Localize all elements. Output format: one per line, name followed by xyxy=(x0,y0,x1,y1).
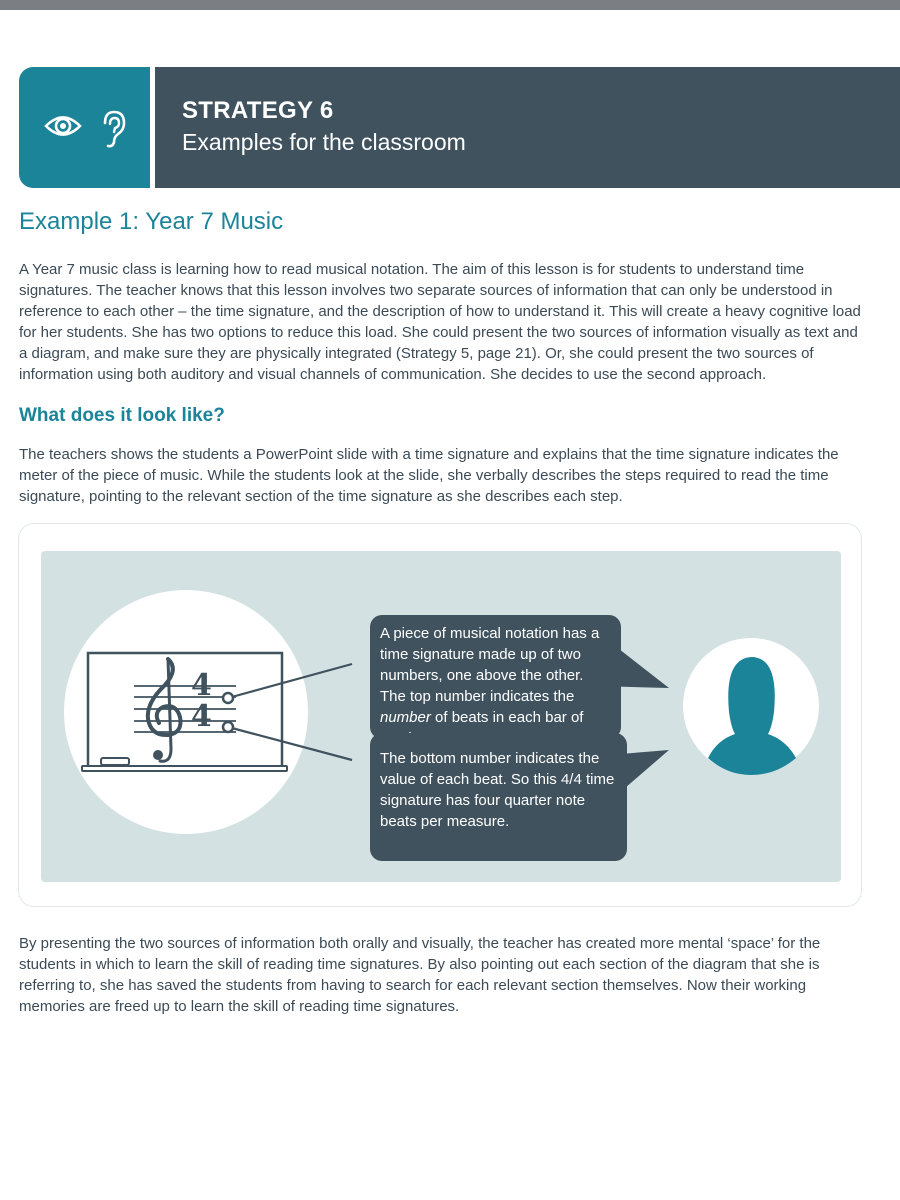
time-signature-bottom: 4 xyxy=(191,699,212,734)
bubble-top-text: A piece of musical notation has a time signature made up of two numbers, one above the other. The top number indicates the xyxy=(380,625,600,705)
strategy-banner xyxy=(19,67,900,188)
banner-title-panel xyxy=(155,67,900,188)
speech-bubble-top xyxy=(370,615,621,739)
banner-icon-panel xyxy=(19,67,150,188)
whiteboard-ledge xyxy=(82,766,287,771)
example-heading: Example 1: Year 7 Music xyxy=(19,208,284,235)
example-intro-paragraph: A Year 7 music class is learning how to read musical notation. The aim of this lesson is for students to understand time signatures. The teacher knows that this lesson involves two separate sources of information that can only be understood in reference to each other – the time signature, and the description of how to understand it. This will create a heavy cognitive load for her students. She has two options to reduce this load. She could present the two sources of information visually as text and a diagram, and make sure they are physically integrated (Strategy 5, page 21). Or, she could present the two sources of information using both auditory and visual channels of communication. She decides to use the second approach. xyxy=(19,261,861,383)
ear-icon xyxy=(99,109,129,149)
figure-card xyxy=(18,523,862,907)
conclusion-paragraph: By presenting the two sources of information both orally and visually, the teacher has created more mental ‘space’ for the students in which to learn the skill of reading time signatures. By also pointing out each section of the diagram that she is referring to, she has saved the students from having to search for each relevant section themselves. Now their working memories are freed up to learn the skill of reading time signatures. xyxy=(19,935,821,1015)
figure-panel xyxy=(41,551,841,882)
bubble-top-emphasis: number xyxy=(380,709,431,726)
top-edge-bar xyxy=(0,0,900,10)
time-signature-top: 4 xyxy=(191,668,212,703)
banner-title: STRATEGY 6 xyxy=(182,97,334,124)
speech-bubble-bottom xyxy=(370,733,627,861)
bubble-bottom-text: The bottom number indicates the value of each beat. So this 4/4 time signature has four quarter note beats per measure. xyxy=(380,750,615,830)
whiteboard-frame xyxy=(88,653,282,768)
pointer-dot-bottom xyxy=(223,722,233,732)
whiteboard-eraser xyxy=(101,758,129,765)
banner-subtitle: Examples for the classroom xyxy=(182,129,466,155)
pointer-dot-top xyxy=(223,693,233,703)
eye-icon xyxy=(43,111,83,141)
section-heading: What does it look like? xyxy=(19,405,225,426)
look-like-paragraph: The teachers shows the students a PowerPoint slide with a time signature and explains that the time signature indicates the meter of the piece of music. While the students look at the slide, she verbally describes the steps required to read the time signature, pointing to the relevant section of the time signature as she describes each step. xyxy=(19,446,839,505)
bubble-top-text-end: of beats in each bar of xyxy=(435,709,584,726)
